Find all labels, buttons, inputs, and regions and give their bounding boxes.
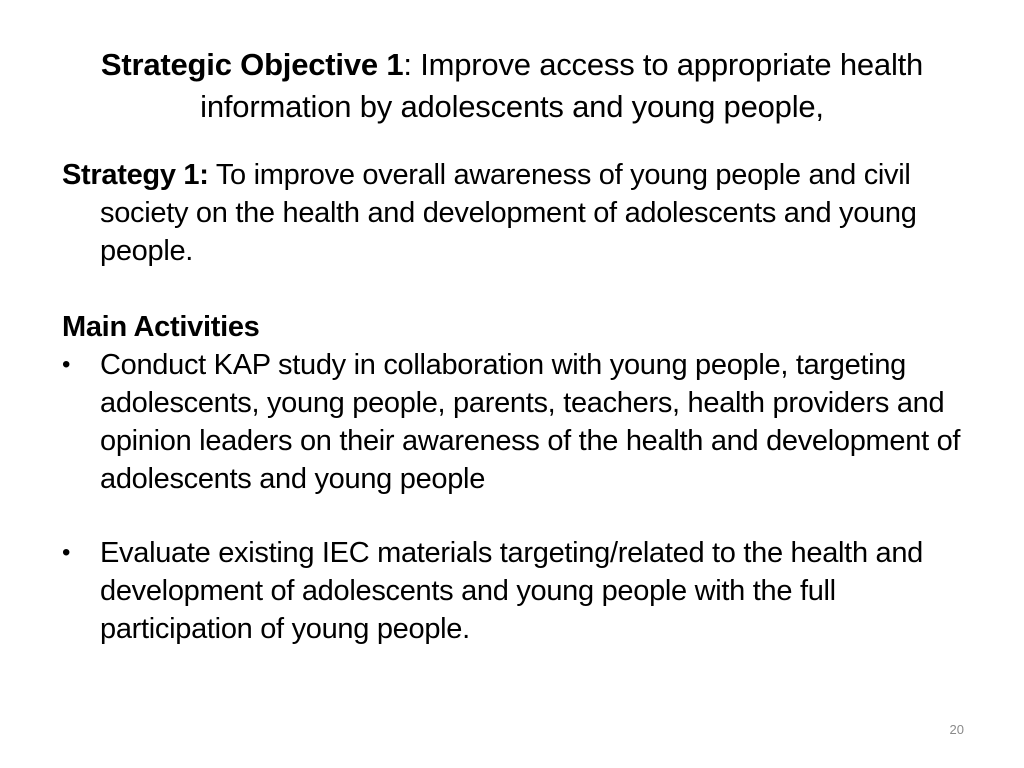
activity-text: Conduct KAP study in collaboration with young people, targeting adolescents, young people, parents, teachers, health providers and opinion leaders on their awareness of the health and development of adolescents and young people	[100, 349, 961, 495]
page-number: 20	[949, 722, 964, 737]
slide-title	[40, 44, 984, 128]
list-item	[62, 534, 972, 648]
list-item	[62, 346, 972, 498]
strategy-label: Strategy 1:	[62, 159, 209, 191]
slide-body	[62, 156, 972, 648]
title-rest: : Improve access to appropriate health information by adolescents and young people,	[200, 47, 924, 124]
activity-text: Evaluate existing IEC materials targeting/related to the health and development of adolescents and young people with the full participation of young people.	[100, 537, 924, 645]
bullet-icon: •	[62, 351, 71, 378]
strategy-text: To improve overall awareness of young people and civil society on the health and development of adolescents and young people.	[100, 159, 917, 267]
bullet-icon: •	[62, 539, 71, 566]
activities-list	[62, 346, 972, 648]
strategy-paragraph	[62, 156, 972, 270]
title-bold-part: Strategic Objective 1	[100, 47, 404, 82]
activities-heading: Main Activities	[62, 311, 260, 343]
